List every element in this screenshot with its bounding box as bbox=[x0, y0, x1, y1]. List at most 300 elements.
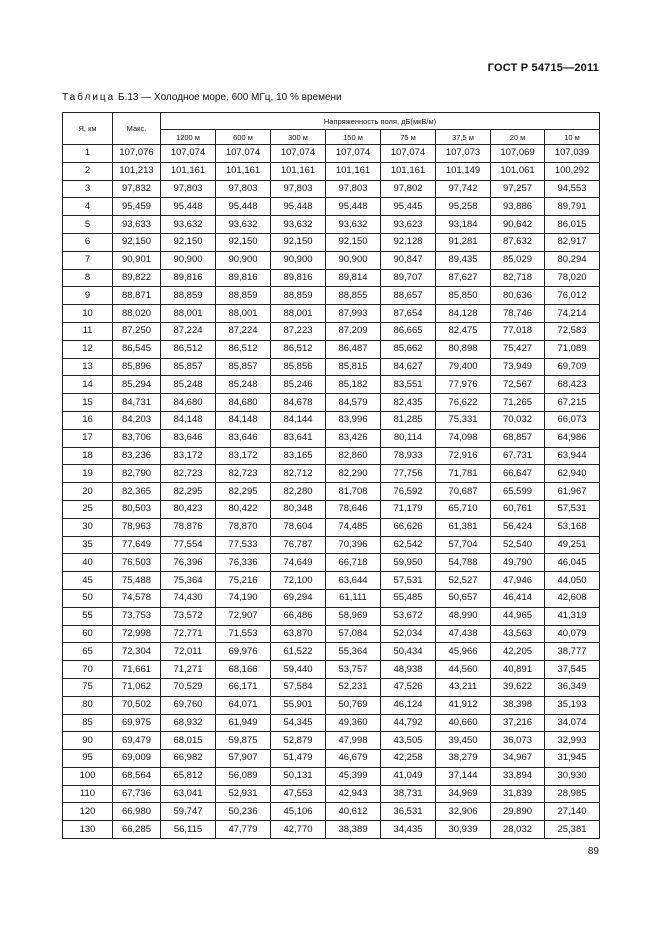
value-cell: 90,900 bbox=[216, 251, 271, 269]
table-row bbox=[63, 732, 600, 750]
value-cell: 44,050 bbox=[545, 572, 600, 590]
value-cell: 42,205 bbox=[491, 643, 545, 661]
max-value-cell: 85,294 bbox=[113, 376, 161, 394]
value-cell: 71,265 bbox=[491, 394, 545, 412]
value-cell: 49,360 bbox=[326, 714, 381, 732]
value-cell: 61,949 bbox=[216, 714, 271, 732]
value-cell: 77,756 bbox=[381, 465, 436, 483]
value-cell: 83,996 bbox=[326, 411, 381, 429]
table-row bbox=[63, 678, 600, 696]
value-cell: 35,193 bbox=[545, 696, 600, 714]
value-cell: 85,248 bbox=[161, 376, 216, 394]
value-cell: 82,723 bbox=[216, 465, 271, 483]
value-cell: 28,985 bbox=[545, 785, 600, 803]
caption-prefix: Таблица bbox=[62, 92, 116, 103]
table-row bbox=[63, 287, 600, 305]
value-cell: 47,553 bbox=[271, 785, 326, 803]
max-value-cell: 83,236 bbox=[113, 447, 161, 465]
value-cell: 52,931 bbox=[216, 785, 271, 803]
table-row bbox=[63, 198, 600, 216]
value-cell: 88,001 bbox=[216, 305, 271, 323]
value-cell: 88,859 bbox=[161, 287, 216, 305]
table-row bbox=[63, 180, 600, 198]
value-cell: 40,891 bbox=[491, 661, 545, 679]
value-cell: 44,560 bbox=[436, 661, 491, 679]
value-cell: 66,486 bbox=[271, 607, 326, 625]
value-cell: 66,982 bbox=[161, 750, 216, 768]
value-cell: 39,450 bbox=[436, 732, 491, 750]
value-cell: 90,900 bbox=[326, 251, 381, 269]
value-cell: 71,179 bbox=[381, 500, 436, 518]
value-cell: 72,567 bbox=[491, 376, 545, 394]
value-cell: 93,184 bbox=[436, 216, 491, 234]
distance-cell: 4 bbox=[63, 198, 113, 216]
table-row bbox=[63, 821, 600, 839]
distance-cell: 2 bbox=[63, 162, 113, 180]
max-value-cell: 72,998 bbox=[113, 625, 161, 643]
value-cell: 87,209 bbox=[326, 322, 381, 340]
max-value-cell: 72,304 bbox=[113, 643, 161, 661]
value-cell: 63,944 bbox=[545, 447, 600, 465]
value-cell: 53,168 bbox=[545, 518, 600, 536]
value-cell: 85,248 bbox=[216, 376, 271, 394]
value-cell: 86,512 bbox=[216, 340, 271, 358]
max-value-cell: 89,822 bbox=[113, 269, 161, 287]
value-cell: 71,553 bbox=[216, 625, 271, 643]
value-cell: 84,128 bbox=[436, 305, 491, 323]
distance-cell: 45 bbox=[63, 572, 113, 590]
value-cell: 93,623 bbox=[381, 216, 436, 234]
value-cell: 37,545 bbox=[545, 661, 600, 679]
value-cell: 50,434 bbox=[381, 643, 436, 661]
value-cell: 69,976 bbox=[216, 643, 271, 661]
distance-cell: 5 bbox=[63, 216, 113, 234]
value-cell: 52,034 bbox=[381, 625, 436, 643]
value-cell: 63,870 bbox=[271, 625, 326, 643]
value-cell: 41,319 bbox=[545, 607, 600, 625]
value-cell: 89,791 bbox=[545, 198, 600, 216]
value-cell: 41,049 bbox=[381, 767, 436, 785]
value-cell: 83,641 bbox=[271, 429, 326, 447]
value-cell: 37,144 bbox=[436, 767, 491, 785]
field-strength-table bbox=[62, 112, 600, 839]
distance-cell: 1 bbox=[63, 145, 113, 163]
value-cell: 65,599 bbox=[491, 483, 545, 501]
value-cell: 72,916 bbox=[436, 447, 491, 465]
value-cell: 75,216 bbox=[216, 572, 271, 590]
value-cell: 44,965 bbox=[491, 607, 545, 625]
value-cell: 82,723 bbox=[161, 465, 216, 483]
value-cell: 74,190 bbox=[216, 589, 271, 607]
value-cell: 83,646 bbox=[161, 429, 216, 447]
max-value-cell: 78,963 bbox=[113, 518, 161, 536]
value-cell: 85,182 bbox=[326, 376, 381, 394]
value-cell: 56,089 bbox=[216, 767, 271, 785]
value-cell: 83,551 bbox=[381, 376, 436, 394]
value-cell: 89,707 bbox=[381, 269, 436, 287]
table-row bbox=[63, 500, 600, 518]
value-cell: 48,938 bbox=[381, 661, 436, 679]
value-cell: 67,215 bbox=[545, 394, 600, 412]
value-cell: 75,331 bbox=[436, 411, 491, 429]
max-value-cell: 71,661 bbox=[113, 661, 161, 679]
value-cell: 93,886 bbox=[491, 198, 545, 216]
value-cell: 47,998 bbox=[326, 732, 381, 750]
table-row bbox=[63, 376, 600, 394]
value-cell: 36,531 bbox=[381, 803, 436, 821]
value-cell: 61,522 bbox=[271, 643, 326, 661]
value-cell: 90,642 bbox=[491, 216, 545, 234]
value-cell: 97,803 bbox=[161, 180, 216, 198]
value-cell: 70,396 bbox=[326, 536, 381, 554]
max-value-cell: 88,871 bbox=[113, 287, 161, 305]
value-cell: 78,933 bbox=[381, 447, 436, 465]
table-row bbox=[63, 465, 600, 483]
value-cell: 85,857 bbox=[216, 358, 271, 376]
value-cell: 65,812 bbox=[161, 767, 216, 785]
value-cell: 44,792 bbox=[381, 714, 436, 732]
value-cell: 86,015 bbox=[545, 216, 600, 234]
value-cell: 69,709 bbox=[545, 358, 600, 376]
value-cell: 33,894 bbox=[491, 767, 545, 785]
value-cell: 67,731 bbox=[491, 447, 545, 465]
value-cell: 34,074 bbox=[545, 714, 600, 732]
distance-cell: 60 bbox=[63, 625, 113, 643]
value-cell: 66,171 bbox=[216, 678, 271, 696]
max-value-cell: 86,545 bbox=[113, 340, 161, 358]
value-cell: 95,448 bbox=[326, 198, 381, 216]
table-row bbox=[63, 572, 600, 590]
value-cell: 84,148 bbox=[161, 411, 216, 429]
value-cell: 59,440 bbox=[271, 661, 326, 679]
value-cell: 34,435 bbox=[381, 821, 436, 839]
value-cell: 107,074 bbox=[381, 145, 436, 163]
value-cell: 107,073 bbox=[436, 145, 491, 163]
distance-cell: 30 bbox=[63, 518, 113, 536]
value-cell: 107,074 bbox=[326, 145, 381, 163]
value-cell: 76,396 bbox=[161, 554, 216, 572]
value-cell: 100,292 bbox=[545, 162, 600, 180]
value-cell: 46,045 bbox=[545, 554, 600, 572]
value-cell: 107,039 bbox=[545, 145, 600, 163]
header-height: 300 м bbox=[271, 130, 326, 145]
value-cell: 78,646 bbox=[326, 500, 381, 518]
value-cell: 83,165 bbox=[271, 447, 326, 465]
value-cell: 80,114 bbox=[381, 429, 436, 447]
value-cell: 78,604 bbox=[271, 518, 326, 536]
value-cell: 82,290 bbox=[326, 465, 381, 483]
value-cell: 68,932 bbox=[161, 714, 216, 732]
max-value-cell: 77,649 bbox=[113, 536, 161, 554]
max-value-cell: 73,753 bbox=[113, 607, 161, 625]
value-cell: 59,950 bbox=[381, 554, 436, 572]
value-cell: 82,280 bbox=[271, 483, 326, 501]
value-cell: 93,632 bbox=[326, 216, 381, 234]
value-cell: 47,946 bbox=[491, 572, 545, 590]
value-cell: 61,967 bbox=[545, 483, 600, 501]
value-cell: 47,779 bbox=[216, 821, 271, 839]
value-cell: 57,531 bbox=[545, 500, 600, 518]
value-cell: 41,912 bbox=[436, 696, 491, 714]
max-value-cell: 67,736 bbox=[113, 785, 161, 803]
value-cell: 57,584 bbox=[271, 678, 326, 696]
value-cell: 57,704 bbox=[436, 536, 491, 554]
value-cell: 46,679 bbox=[326, 750, 381, 768]
table-row bbox=[63, 269, 600, 287]
value-cell: 64,986 bbox=[545, 429, 600, 447]
value-cell: 84,144 bbox=[271, 411, 326, 429]
table-row bbox=[63, 625, 600, 643]
max-value-cell: 69,009 bbox=[113, 750, 161, 768]
header-field-strength: Напряженность поля, дБ(мкВ/м) bbox=[161, 113, 600, 130]
value-cell: 69,294 bbox=[271, 589, 326, 607]
value-cell: 50,131 bbox=[271, 767, 326, 785]
value-cell: 64,071 bbox=[216, 696, 271, 714]
distance-cell: 25 bbox=[63, 500, 113, 518]
header-height: 1200 м bbox=[161, 130, 216, 145]
distance-cell: 20 bbox=[63, 483, 113, 501]
value-cell: 77,554 bbox=[161, 536, 216, 554]
table-row bbox=[63, 358, 600, 376]
value-cell: 88,859 bbox=[271, 287, 326, 305]
table-row bbox=[63, 607, 600, 625]
value-cell: 70,687 bbox=[436, 483, 491, 501]
max-value-cell: 85,896 bbox=[113, 358, 161, 376]
document-code: ГОСТ Р 54715—2011 bbox=[487, 62, 599, 74]
value-cell: 70,529 bbox=[161, 678, 216, 696]
table-row bbox=[63, 216, 600, 234]
value-cell: 42,770 bbox=[271, 821, 326, 839]
value-cell: 72,011 bbox=[161, 643, 216, 661]
distance-cell: 80 bbox=[63, 696, 113, 714]
value-cell: 87,224 bbox=[161, 322, 216, 340]
max-value-cell: 84,731 bbox=[113, 394, 161, 412]
value-cell: 66,073 bbox=[545, 411, 600, 429]
value-cell: 82,435 bbox=[381, 394, 436, 412]
value-cell: 95,448 bbox=[216, 198, 271, 216]
value-cell: 56,115 bbox=[161, 821, 216, 839]
value-cell: 62,542 bbox=[381, 536, 436, 554]
value-cell: 76,336 bbox=[216, 554, 271, 572]
page-number: 89 bbox=[587, 846, 599, 857]
value-cell: 52,879 bbox=[271, 732, 326, 750]
value-cell: 92,150 bbox=[271, 233, 326, 251]
value-cell: 66,626 bbox=[381, 518, 436, 536]
value-cell: 77,533 bbox=[216, 536, 271, 554]
value-cell: 88,001 bbox=[161, 305, 216, 323]
value-cell: 85,029 bbox=[491, 251, 545, 269]
value-cell: 95,258 bbox=[436, 198, 491, 216]
header-height: 37,5 м bbox=[436, 130, 491, 145]
value-cell: 89,435 bbox=[436, 251, 491, 269]
value-cell: 72,100 bbox=[271, 572, 326, 590]
distance-cell: 17 bbox=[63, 429, 113, 447]
table-row bbox=[63, 767, 600, 785]
value-cell: 76,592 bbox=[381, 483, 436, 501]
value-cell: 97,803 bbox=[271, 180, 326, 198]
value-cell: 70,032 bbox=[491, 411, 545, 429]
value-cell: 93,632 bbox=[161, 216, 216, 234]
distance-cell: 16 bbox=[63, 411, 113, 429]
value-cell: 83,646 bbox=[216, 429, 271, 447]
max-value-cell: 83,706 bbox=[113, 429, 161, 447]
distance-cell: 70 bbox=[63, 661, 113, 679]
value-cell: 84,148 bbox=[216, 411, 271, 429]
value-cell: 60,761 bbox=[491, 500, 545, 518]
value-cell: 29,890 bbox=[491, 803, 545, 821]
value-cell: 92,150 bbox=[216, 233, 271, 251]
value-cell: 42,943 bbox=[326, 785, 381, 803]
value-cell: 86,665 bbox=[381, 322, 436, 340]
header-height: 20 м bbox=[491, 130, 545, 145]
value-cell: 92,150 bbox=[161, 233, 216, 251]
max-value-cell: 75,488 bbox=[113, 572, 161, 590]
value-cell: 84,678 bbox=[271, 394, 326, 412]
table-row bbox=[63, 483, 600, 501]
distance-cell: 14 bbox=[63, 376, 113, 394]
value-cell: 107,069 bbox=[491, 145, 545, 163]
table-row bbox=[63, 803, 600, 821]
value-cell: 38,731 bbox=[381, 785, 436, 803]
value-cell: 97,742 bbox=[436, 180, 491, 198]
value-cell: 66,647 bbox=[491, 465, 545, 483]
distance-cell: 15 bbox=[63, 394, 113, 412]
max-value-cell: 101,213 bbox=[113, 162, 161, 180]
value-cell: 77,976 bbox=[436, 376, 491, 394]
value-cell: 84,680 bbox=[161, 394, 216, 412]
distance-cell: 100 bbox=[63, 767, 113, 785]
value-cell: 31,839 bbox=[491, 785, 545, 803]
max-value-cell: 74,578 bbox=[113, 589, 161, 607]
value-cell: 75,427 bbox=[491, 340, 545, 358]
caption-text: Б.13 — Холодное море, 600 МГц, 10 % времени bbox=[118, 92, 342, 103]
value-cell: 74,214 bbox=[545, 305, 600, 323]
value-cell: 84,579 bbox=[326, 394, 381, 412]
value-cell: 53,672 bbox=[381, 607, 436, 625]
value-cell: 78,870 bbox=[216, 518, 271, 536]
value-cell: 76,787 bbox=[271, 536, 326, 554]
value-cell: 76,622 bbox=[436, 394, 491, 412]
value-cell: 90,847 bbox=[381, 251, 436, 269]
value-cell: 37,216 bbox=[491, 714, 545, 732]
table-row bbox=[63, 518, 600, 536]
value-cell: 95,448 bbox=[271, 198, 326, 216]
table-row bbox=[63, 411, 600, 429]
value-cell: 72,583 bbox=[545, 322, 600, 340]
table-row bbox=[63, 589, 600, 607]
distance-cell: 13 bbox=[63, 358, 113, 376]
distance-cell: 7 bbox=[63, 251, 113, 269]
table-caption bbox=[62, 92, 342, 103]
value-cell: 65,710 bbox=[436, 500, 491, 518]
distance-cell: 95 bbox=[63, 750, 113, 768]
value-cell: 82,917 bbox=[545, 233, 600, 251]
value-cell: 47,438 bbox=[436, 625, 491, 643]
value-cell: 55,485 bbox=[381, 589, 436, 607]
value-cell: 101,161 bbox=[326, 162, 381, 180]
header-height: 10 м bbox=[545, 130, 600, 145]
table-row bbox=[63, 145, 600, 163]
value-cell: 97,257 bbox=[491, 180, 545, 198]
value-cell: 71,781 bbox=[436, 465, 491, 483]
value-cell: 74,098 bbox=[436, 429, 491, 447]
value-cell: 50,769 bbox=[326, 696, 381, 714]
max-value-cell: 76,503 bbox=[113, 554, 161, 572]
value-cell: 80,294 bbox=[545, 251, 600, 269]
max-value-cell: 71,062 bbox=[113, 678, 161, 696]
value-cell: 88,001 bbox=[271, 305, 326, 323]
value-cell: 28,032 bbox=[491, 821, 545, 839]
max-value-cell: 68,564 bbox=[113, 767, 161, 785]
value-cell: 89,816 bbox=[271, 269, 326, 287]
max-value-cell: 88,020 bbox=[113, 305, 161, 323]
distance-cell: 90 bbox=[63, 732, 113, 750]
table-row bbox=[63, 536, 600, 554]
table-row bbox=[63, 162, 600, 180]
value-cell: 63,644 bbox=[326, 572, 381, 590]
max-value-cell: 82,790 bbox=[113, 465, 161, 483]
value-cell: 85,850 bbox=[436, 287, 491, 305]
distance-cell: 120 bbox=[63, 803, 113, 821]
max-value-cell: 90,901 bbox=[113, 251, 161, 269]
table-row bbox=[63, 322, 600, 340]
header-height: 150 м bbox=[326, 130, 381, 145]
max-value-cell: 80,503 bbox=[113, 500, 161, 518]
value-cell: 72,907 bbox=[216, 607, 271, 625]
value-cell: 30,930 bbox=[545, 767, 600, 785]
value-cell: 89,816 bbox=[216, 269, 271, 287]
value-cell: 73,949 bbox=[491, 358, 545, 376]
distance-cell: 18 bbox=[63, 447, 113, 465]
value-cell: 97,803 bbox=[216, 180, 271, 198]
value-cell: 45,966 bbox=[436, 643, 491, 661]
value-cell: 61,381 bbox=[436, 518, 491, 536]
value-cell: 87,224 bbox=[216, 322, 271, 340]
value-cell: 80,422 bbox=[216, 500, 271, 518]
value-cell: 49,790 bbox=[491, 554, 545, 572]
distance-cell: 65 bbox=[63, 643, 113, 661]
value-cell: 63,041 bbox=[161, 785, 216, 803]
value-cell: 42,258 bbox=[381, 750, 436, 768]
value-cell: 48,990 bbox=[436, 607, 491, 625]
value-cell: 31,945 bbox=[545, 750, 600, 768]
value-cell: 101,161 bbox=[381, 162, 436, 180]
value-cell: 36,073 bbox=[491, 732, 545, 750]
value-cell: 87,627 bbox=[436, 269, 491, 287]
value-cell: 84,627 bbox=[381, 358, 436, 376]
value-cell: 47,526 bbox=[381, 678, 436, 696]
value-cell: 87,654 bbox=[381, 305, 436, 323]
value-cell: 92,150 bbox=[326, 233, 381, 251]
value-cell: 30,939 bbox=[436, 821, 491, 839]
max-value-cell: 107,076 bbox=[113, 145, 161, 163]
value-cell: 40,660 bbox=[436, 714, 491, 732]
value-cell: 45,399 bbox=[326, 767, 381, 785]
table-row bbox=[63, 394, 600, 412]
value-cell: 39,622 bbox=[491, 678, 545, 696]
value-cell: 51,479 bbox=[271, 750, 326, 768]
value-cell: 94,553 bbox=[545, 180, 600, 198]
distance-cell: 10 bbox=[63, 305, 113, 323]
value-cell: 78,020 bbox=[545, 269, 600, 287]
value-cell: 86,512 bbox=[271, 340, 326, 358]
value-cell: 68,166 bbox=[216, 661, 271, 679]
value-cell: 97,803 bbox=[326, 180, 381, 198]
value-cell: 56,424 bbox=[491, 518, 545, 536]
value-cell: 36,349 bbox=[545, 678, 600, 696]
value-cell: 85,857 bbox=[161, 358, 216, 376]
value-cell: 76,012 bbox=[545, 287, 600, 305]
